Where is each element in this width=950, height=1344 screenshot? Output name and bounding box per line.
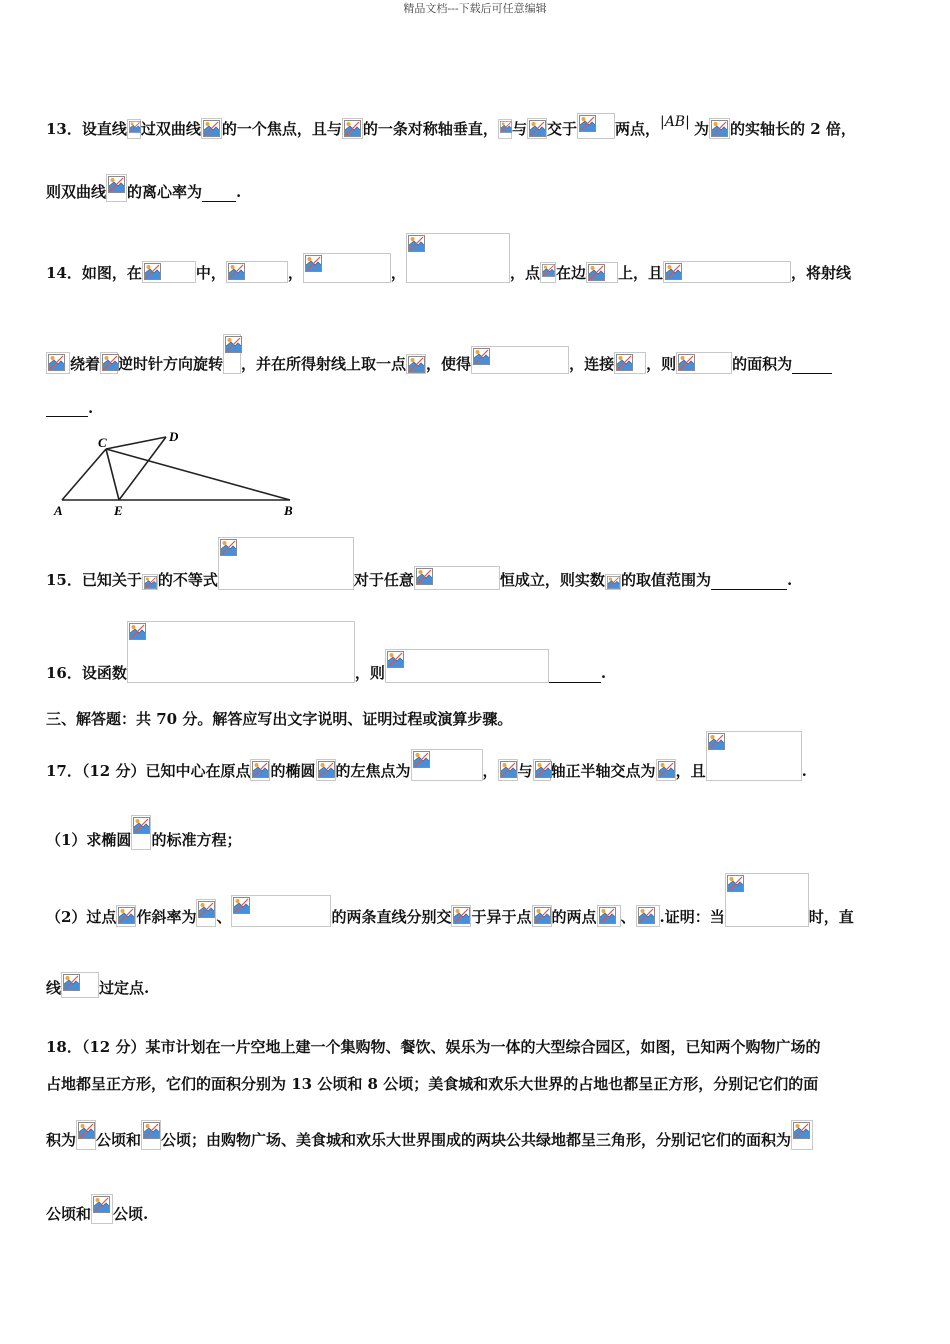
formula-image-icon xyxy=(46,352,70,374)
formula-image-icon xyxy=(533,759,551,781)
label-a: A xyxy=(54,503,63,518)
formula-image-icon xyxy=(250,759,270,781)
page-header: 精品文档---下载后可任意编辑 xyxy=(403,2,547,15)
formula-image-icon xyxy=(451,905,471,927)
formula-image-icon xyxy=(201,118,222,139)
formula-image-icon xyxy=(656,759,676,781)
formula-image-icon xyxy=(676,352,732,374)
q14-text: ，并在所得射线上取一点 xyxy=(241,355,407,373)
q14-text: ， xyxy=(287,264,303,282)
q14-text: 绕着 xyxy=(70,355,101,373)
q14-text: ，连接 xyxy=(569,355,615,373)
formula-image-icon xyxy=(231,895,331,927)
formula-image-icon xyxy=(498,759,518,781)
q17-text: 作斜率为 xyxy=(136,908,197,926)
q17-text: 于异于点 xyxy=(471,908,532,926)
q13-number: 13． xyxy=(46,120,82,138)
q18-text: 积为 xyxy=(46,1131,77,1149)
q18-text: 公顷和 xyxy=(96,1131,142,1149)
q14-text: ，点 xyxy=(509,264,540,282)
abs-ab-formula: |AB| xyxy=(659,114,690,130)
label-e: E xyxy=(114,503,123,518)
q13-line2 xyxy=(46,174,241,202)
formula-image-icon xyxy=(100,352,118,374)
q15-text: 对于任意 xyxy=(353,571,414,589)
formula-image-icon xyxy=(597,905,621,927)
formula-image-icon xyxy=(586,262,618,283)
formula-image-icon xyxy=(196,899,216,927)
q17-text: 时，直 xyxy=(808,908,854,926)
segment-ce xyxy=(106,449,119,500)
formula-image-icon xyxy=(663,261,791,283)
q14-line3 xyxy=(46,399,93,417)
q17-text: 、 xyxy=(620,908,636,926)
segment-cd xyxy=(106,437,166,449)
q18-text: 公顷和 xyxy=(46,1205,92,1223)
q17-text: 的两点 xyxy=(551,908,597,926)
q13-text: 过双曲线 xyxy=(140,120,201,138)
q13-text: 交于 xyxy=(546,120,577,138)
q14-text: 在边 xyxy=(555,264,586,282)
q14-number: 14． xyxy=(46,264,82,282)
formula-image-icon xyxy=(577,113,615,139)
q13-text: 的实轴长的 2 倍， xyxy=(730,120,856,138)
q17-number: 17． xyxy=(46,762,82,780)
label-c: C xyxy=(98,435,107,450)
q18-text: 公顷；由购物广场、美食城和欢乐大世界围成的两块公共绿地都呈三角形，分别记它们的面积为 xyxy=(161,1131,792,1149)
q14-line1 xyxy=(46,233,851,283)
q15-text: 的取值范围为 xyxy=(620,571,711,589)
q13-text: 设直线 xyxy=(81,120,127,138)
q15-text: 的不等式 xyxy=(157,571,218,589)
q15-text: . xyxy=(786,571,793,589)
formula-image-icon xyxy=(527,118,547,139)
q14-text: . xyxy=(88,399,94,417)
q17-line1 xyxy=(46,731,807,781)
q16-line xyxy=(46,621,606,683)
section-3-title: 三、解答题：共 70 分。解答应写出文字说明、证明过程或演算步骤。 xyxy=(46,710,513,728)
q18-text: 公顷. xyxy=(113,1205,149,1223)
q18-line1: 18．（12 分）某市计划在一片空地上建一个集购物、餐饮、娱乐为一体的大型综合园区，如图，已知两个购物广场的 xyxy=(46,1038,821,1056)
q13-text: 的一条对称轴垂直， xyxy=(362,120,498,138)
q17-part2 xyxy=(46,873,854,927)
q15-line xyxy=(46,537,792,590)
q17-part2-cont xyxy=(46,972,149,998)
formula-image-icon xyxy=(709,118,730,139)
q18-line4 xyxy=(46,1194,148,1224)
formula-image-icon xyxy=(614,352,646,374)
formula-image-icon xyxy=(471,346,569,374)
q13-text: 的离心率为 xyxy=(127,183,203,201)
formula-image-icon xyxy=(142,261,196,283)
formula-image-icon xyxy=(342,118,363,139)
formula-image-icon xyxy=(141,1120,161,1150)
formula-image-icon xyxy=(127,621,355,683)
q14-text: ，将射线 xyxy=(790,264,851,282)
formula-image-icon xyxy=(106,174,127,202)
q17-text: 、 xyxy=(216,908,232,926)
q17-text: 的两条直线分别交 xyxy=(331,908,452,926)
formula-image-icon xyxy=(406,354,426,374)
answer-blank xyxy=(46,416,88,417)
q14-text: 上，且 xyxy=(617,264,663,282)
segment-cb xyxy=(106,449,290,500)
q13-text: 则双曲线 xyxy=(46,183,107,201)
formula-image-icon xyxy=(414,566,500,590)
formula-image-icon xyxy=(725,873,809,927)
q13-text: 两点， xyxy=(614,120,660,138)
label-b: B xyxy=(284,503,293,518)
q17-text: .证明：当 xyxy=(659,908,725,926)
formula-image-icon xyxy=(532,905,552,927)
segment-ac xyxy=(62,449,106,500)
q14-text: 的面积为 xyxy=(732,355,793,373)
q17-text: ，且 xyxy=(675,762,706,780)
formula-image-icon xyxy=(226,261,288,283)
formula-image-icon xyxy=(116,905,136,927)
q15-text: 恒成立，则实数 xyxy=(499,571,605,589)
segment-ed xyxy=(119,437,166,500)
q17-text: ， xyxy=(482,762,498,780)
formula-image-icon xyxy=(636,905,660,927)
q16-number: 16． xyxy=(46,664,82,682)
q17-part1 xyxy=(46,815,241,850)
formula-image-icon xyxy=(540,262,556,283)
formula-image-icon xyxy=(127,119,141,139)
answer-blank xyxy=(711,589,787,590)
q15-text: 已知关于 xyxy=(81,571,142,589)
formula-image-icon xyxy=(303,253,391,283)
q17-text: 过定点. xyxy=(99,979,150,997)
formula-image-icon xyxy=(385,649,549,683)
q17-text: （1）求椭圆 xyxy=(46,831,132,849)
q14-text: 中， xyxy=(195,264,226,282)
answer-blank xyxy=(202,201,236,202)
q14-text: ，使得 xyxy=(426,355,472,373)
q13-text: . xyxy=(236,183,242,201)
q14-text: ， xyxy=(390,264,406,282)
formula-image-icon xyxy=(76,1120,96,1150)
q13-text: 为 xyxy=(693,120,709,138)
q17-text: 的椭圆 xyxy=(270,762,316,780)
q13-line1 xyxy=(46,113,856,139)
q17-text: 线 xyxy=(46,979,62,997)
q18-line3 xyxy=(46,1120,813,1150)
q14-line2 xyxy=(46,334,832,374)
q16-text: 设函数 xyxy=(81,664,127,682)
answer-blank xyxy=(549,682,601,683)
formula-image-icon xyxy=(91,1194,113,1224)
q17-text: 轴正半轴交点为 xyxy=(550,762,656,780)
q16-text: . xyxy=(600,664,607,682)
q17-text: 的左焦点为 xyxy=(335,762,411,780)
q17-text: . xyxy=(801,762,807,780)
formula-image-icon xyxy=(406,233,510,283)
formula-image-icon xyxy=(605,574,621,590)
q13-text: 与 xyxy=(511,120,527,138)
q17-text: 与 xyxy=(517,762,533,780)
q16-text: ，则 xyxy=(354,664,385,682)
q17-text: 的标准方程； xyxy=(151,831,242,849)
formula-image-icon xyxy=(61,972,99,998)
q14-text: 逆时针方向旋转 xyxy=(118,355,224,373)
q13-text: 的一个焦点，且与 xyxy=(221,120,342,138)
formula-image-icon xyxy=(142,574,158,590)
q15-number: 15． xyxy=(46,571,82,589)
formula-image-icon xyxy=(411,749,483,781)
formula-image-icon xyxy=(131,815,151,850)
formula-image-icon xyxy=(316,759,336,781)
formula-image-icon xyxy=(218,537,354,590)
label-d: D xyxy=(169,429,179,444)
answer-blank xyxy=(792,373,832,374)
q14-text: ，则 xyxy=(646,355,677,373)
formula-image-icon xyxy=(706,731,802,781)
q17-text: （12 分）已知中心在原点 xyxy=(81,762,251,780)
q14-text: 如图，在 xyxy=(81,264,142,282)
q17-text: （2）过点 xyxy=(46,908,117,926)
q18-line2: 占地都呈正方形，它们的面积分别为 13 公顷和 8 公顷；美食城和欢乐大世界的占地也都呈正方形，分别记它们的面 xyxy=(46,1075,819,1093)
formula-image-icon xyxy=(791,1120,813,1150)
formula-image-icon xyxy=(498,119,512,139)
triangle-figure xyxy=(46,427,306,519)
formula-image-icon xyxy=(223,334,241,374)
